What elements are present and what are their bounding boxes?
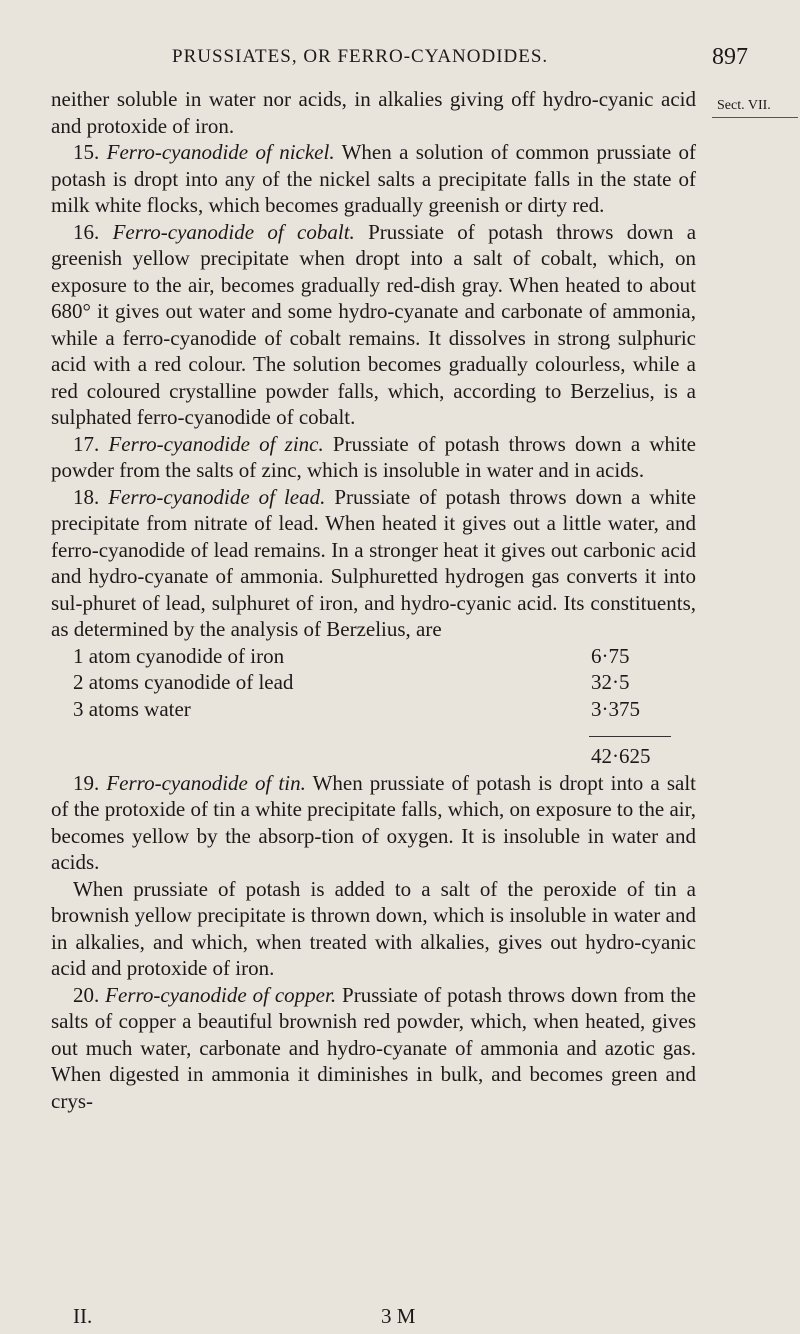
para-text: Prussiate of potash throws down a greenish yellow precipitate when dropt into a salt of cobalt, which, on exposure to the air, becomes gradually red-dish gray. When heated to about 680° it gives out water and some hydro-cyanate and carbonate of ammonia, while a ferro-cyanodide of cobalt remains. It dissolves in strong sulphuric acid with a red colour. The solution becomes gradually colourless, while a red coloured crystalline powder falls, which, according to Berzelius, is a sulphated ferro-cyanodide of cobalt. — [51, 219, 697, 429]
analysis-label: 2 atoms cyanodide of lead — [73, 670, 294, 694]
body-text — [51, 86, 696, 1114]
analysis-table — [51, 643, 696, 723]
para-text: Prussiate of potash throws down from the salts of copper a beautiful brownish red powder, which, when heated, gives out much water, carbonate and hydro-cyanate of ammonia and azotic gas. When digested in ammonia it diminishes in bulk, and becomes green and crys- — [51, 982, 696, 1113]
total-rule — [589, 736, 671, 737]
para-heading: Ferro-cyanodide of zinc. — [108, 431, 324, 456]
paragraph-19-continued — [51, 876, 696, 982]
para-heading: Ferro-cyanodide of copper. — [105, 982, 337, 1007]
paragraph-16 — [51, 219, 696, 431]
paragraph-20 — [51, 982, 696, 1115]
section-note: Sect. VII. — [717, 98, 771, 113]
para-text: When a solution of common prussiate of potash is dropt into any of the nickel salts a precipitate falls in the state of milk white flocks, which becomes gradually greenish or dirty red. — [51, 140, 697, 217]
analysis-value: 3·375 — [591, 696, 640, 721]
analysis-value: 6·75 — [591, 643, 630, 668]
para-number: 18. — [73, 484, 100, 509]
para-text: Prussiate of potash throws down a white precipitate from nitrate of lead. When heated it gives out a little water, and ferro-cyanodide of lead remains. In a stronger heat it gives out carbonic acid and hydro-cyanate of ammonia. Sulphuretted hydrogen gas converts it into sul-phuret of lead, sulphuret of iron, and hydro-cyanic acid. Its constituents, as determined by the analysis of Berzelius, are — [51, 484, 696, 641]
para-text: When prussiate of potash is dropt into a salt of the protoxide of tin a white precipitate falls, which, on exposure to the air, becomes yellow by the absorp-tion of oxygen. It is insoluble in water and acids. — [51, 770, 696, 874]
page-number: 897 — [712, 44, 748, 70]
para-number: 17. — [73, 431, 100, 456]
analysis-label: 1 atom cyanodide of iron — [73, 643, 285, 668]
para-number: 16. — [73, 219, 100, 244]
para-heading: Ferro-cyanodide of tin. — [106, 770, 306, 795]
running-title: PRUSSIATES, OR FERRO-CYANODIDES. — [172, 46, 549, 67]
para-text: Prussiate of potash throws down a white powder from the salts of zinc, which is insoluble in water and in acids. — [51, 431, 696, 482]
para-heading: Ferro-cyanodide of lead. — [108, 484, 326, 509]
analysis-row — [51, 669, 696, 696]
paragraph-18 — [51, 484, 696, 643]
analysis-row — [51, 643, 696, 670]
volume-mark: II. — [73, 1304, 93, 1328]
para-number: 15. — [73, 140, 100, 164]
para-heading: Ferro-cyanodide of nickel. — [106, 140, 335, 164]
paragraph-19 — [51, 770, 696, 876]
analysis-value: 32·5 — [591, 670, 630, 694]
para-number: 19. — [73, 770, 100, 795]
analysis-label: 3 atoms water — [73, 696, 191, 721]
analysis-row — [51, 696, 696, 723]
section-rule — [712, 117, 798, 118]
para-heading: Ferro-cyanodide of cobalt. — [112, 219, 355, 244]
paragraph-17 — [51, 431, 696, 484]
paragraph-15 — [51, 139, 696, 219]
signature-mark: 3 M — [381, 1304, 416, 1328]
para-text: When prussiate of potash is added to a salt of the peroxide of tin a brownish yellow precipitate is thrown down, which is insoluble in water and in alkalies, and which, when treated with alkalies, gives out hydro-cyanic acid and protoxide of iron. — [51, 876, 696, 980]
analysis-total: 42·625 — [591, 744, 651, 768]
intro-paragraph: neither soluble in water nor acids, in alkalies giving off hydro-cyanic acid and protoxide of iron. — [51, 87, 696, 138]
para-number: 20. — [73, 982, 100, 1007]
